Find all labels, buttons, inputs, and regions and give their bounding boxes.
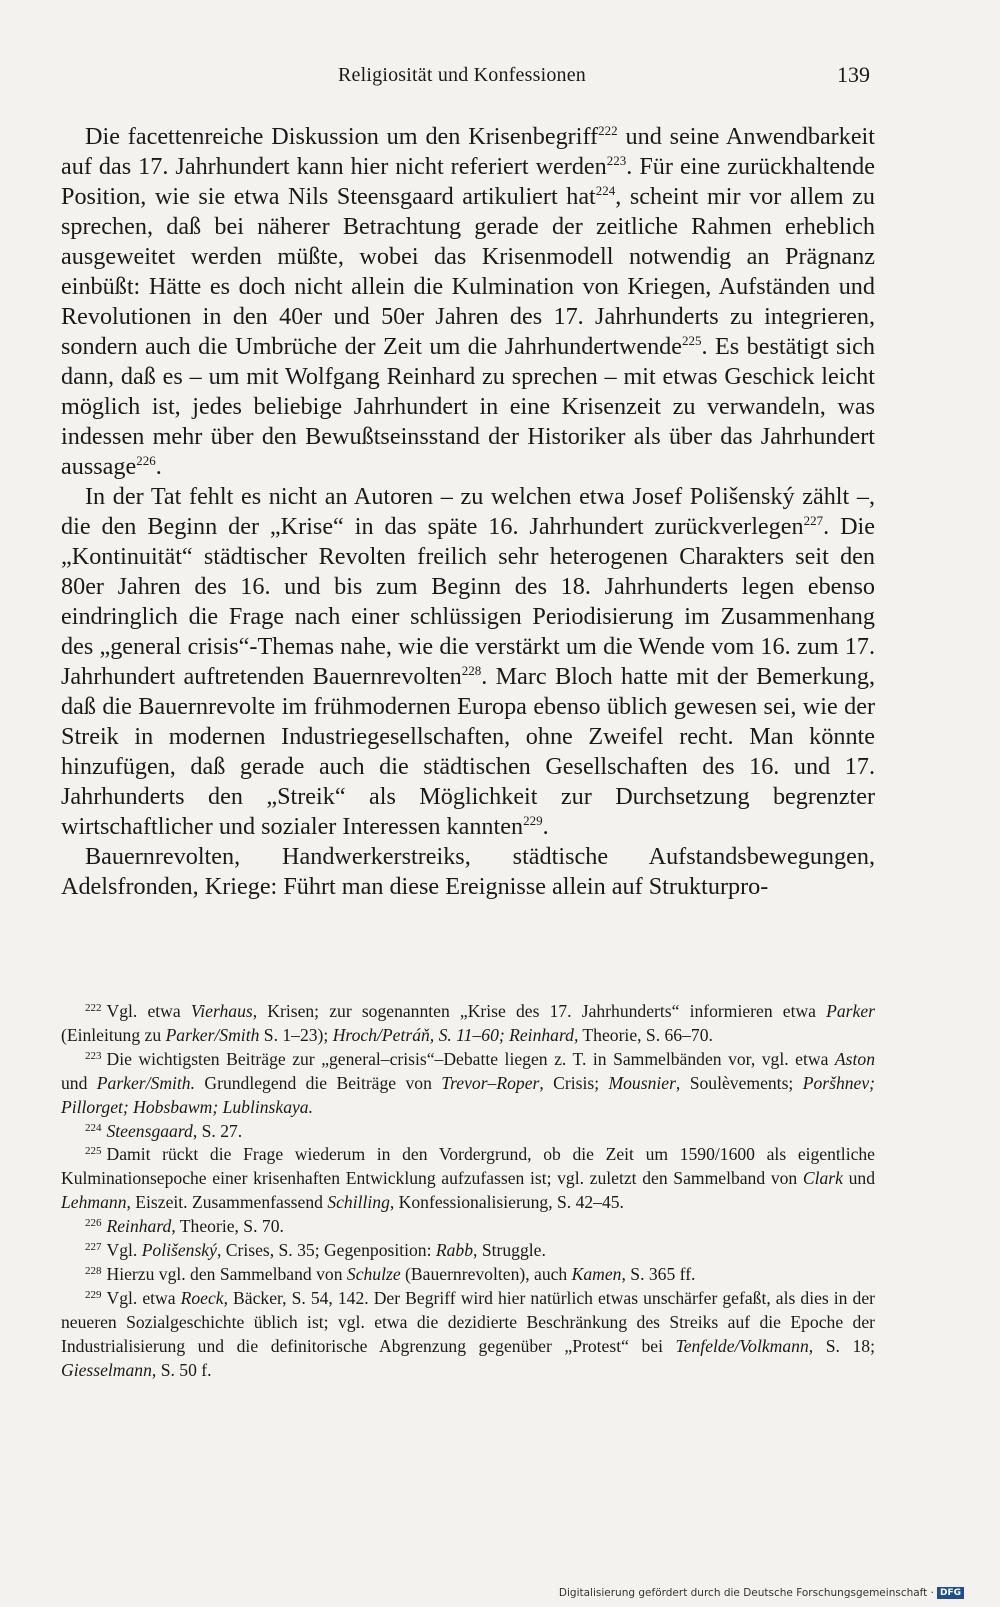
text-run: und (61, 1072, 97, 1093)
footnote-ref[interactable]: 225 (682, 333, 702, 348)
text-run: , scheint mir vor allem zu sprechen, daß bei näherer Betrachtung gerade der zeitliche Rahmen erheblich ausgeweitet werden müßte, wobei das Krisenmodell notwendig an Prägnanz einbüßt: Hätte es doch nicht allein die Kulmination von Kriegen, Aufständen und Revolutionen in den 40er und 50er Jahren des 17. Jahrhunderts zu integrieren, sondern auch die Umbrüche der Zeit um die Jahrhundertwende (61, 183, 875, 360)
text-run: , Konfessionalisierung, S. 42–45. (389, 1192, 624, 1213)
footnotes (61, 1000, 875, 1383)
text-run: , Struggle. (473, 1240, 546, 1261)
text-run: (Bauernrevolten), auch (400, 1263, 572, 1284)
footnote (61, 1143, 875, 1215)
footnote (61, 1120, 875, 1144)
text-run: , Soulèvements; (675, 1072, 803, 1093)
digitization-credit (559, 1587, 964, 1599)
author-name: Poršhnev; Pillorget; Hobsbawm; Lublinskaya. (61, 1072, 876, 1117)
text-run: Grundlegend die Beiträge von (195, 1072, 442, 1093)
footnote-number: 225 (85, 1145, 102, 1158)
footnote-number: 227 (85, 1241, 102, 1254)
text-run: . Für eine zurückhaltende Position, wie sie etwa Nils Steensgaard artikuliert hat (61, 153, 876, 210)
author-name: Reinhard (106, 1216, 172, 1237)
author-name: Clark (802, 1168, 843, 1189)
footnote-ref[interactable]: 224 (595, 183, 616, 198)
text-run: , Crisis; (539, 1072, 609, 1093)
text-run: Die wichtigsten Beiträge zur „general–crisis“–Debatte liegen z. T. in Sammelbänden vor, vgl. etwa (106, 1048, 835, 1069)
text-run: . (542, 813, 549, 840)
author-name: Tenfelde/Volkmann (675, 1335, 809, 1356)
author-name: Schulze (346, 1263, 401, 1284)
text-run: . Marc Bloch hatte mit der Bemerkung, daß die Bauernrevolte im frühmodernen Europa ebenso üblich gewesen sei, wie der Streik in modernen Industriegesellschaften, ohne Zweifel recht. Man könnte hinzufügen, daß gerade auch die städtischen Gesellschaften des 16. und 17. Jahrhunderts den „Streik“ als Möglichkeit zur Durchsetzung begrenzter wirtschaftlicher und sozialer Interessen kannten (61, 663, 875, 840)
footnote (61, 1048, 875, 1120)
footnote (61, 1287, 875, 1383)
text-run: , Theorie, S. 70. (171, 1216, 284, 1237)
author-name: Schilling (327, 1192, 390, 1213)
author-name: Vierhaus (190, 1001, 253, 1021)
author-name: Parker/Smith. (96, 1072, 195, 1093)
text-run: , Krisen; zur sogenannten „Krise des 17. Jahrhunderts“ informieren etwa (252, 1001, 827, 1021)
author-name: Parker (826, 1001, 875, 1021)
text-run: Vgl. (106, 1240, 142, 1261)
text-run: , S. 365 ff. (621, 1263, 696, 1284)
author-name: Kamen (571, 1263, 622, 1284)
footnote (61, 1239, 875, 1263)
author-name: Lehmann (61, 1192, 127, 1213)
author-name: Giesselmann (61, 1359, 152, 1380)
credit-text: Digitalisierung gefördert durch die Deutsche Forschungsgemeinschaft · (558, 1587, 934, 1599)
text-run: . (155, 453, 162, 480)
dfg-logo: DFG (937, 1587, 964, 1599)
footnote-ref[interactable]: 223 (606, 153, 627, 168)
text-run: Damit rückt die Frage wiederum in den Vordergrund, ob die Zeit um 1590/1600 als eigentliche Kulminationsepoche einer krisenhaften Entwicklung aufzufassen ist; vgl. zuletzt den Sammelband von (61, 1144, 875, 1189)
text-run: , Crises, S. 35; Gegenposition: (216, 1240, 436, 1261)
author-name: Rabb (435, 1240, 474, 1261)
paragraph (61, 122, 875, 482)
footnote-ref[interactable]: 226 (136, 453, 156, 468)
author-name: Polišenský (141, 1240, 217, 1261)
author-name: Trevor–Roper (441, 1072, 540, 1093)
text-run: . Die „Kontinuität“ städtischer Revolten freilich sehr heterogenen Charakters seit den 80er Jahren des 16. und bis zum Beginn des 18. Jahrhunderts legen ebenso eindringlich die Frage nach einer schlüssigen Periodisierung im Zusammenhang des „general crisis“-Themas nahe, wie die verstärkt um die Wende vom 16. zum 17. Jahrhundert auftretenden Bauernrevolten (61, 513, 875, 690)
author-name: Roeck (180, 1287, 224, 1308)
text-run: und (842, 1168, 876, 1189)
footnote-number: 222 (85, 1002, 102, 1014)
paragraph: Bauernrevolten, Handwerkerstreiks, städtische Aufstandsbewegungen, Adelsfronden, Kriege: Führt man diese Ereignisse allein auf Strukturpro- (61, 843, 875, 900)
page-number: 139 (837, 62, 870, 87)
footnote-number: 224 (85, 1121, 102, 1134)
footnote-number: 223 (85, 1049, 102, 1062)
footnote-number: 226 (85, 1217, 102, 1230)
paragraph (61, 482, 875, 842)
footnote-ref[interactable]: 228 (461, 663, 482, 678)
text-run: , S. 18; (808, 1335, 875, 1356)
author-name: Parker/Smith (165, 1024, 260, 1045)
footnote-number: 228 (85, 1264, 102, 1277)
footnote (61, 1263, 875, 1287)
text-run: , Eiszeit. Zusammenfassend (126, 1192, 328, 1213)
author-name: Steensgaard (106, 1120, 193, 1141)
author-name: Aston (834, 1048, 875, 1069)
footnote (61, 1000, 875, 1048)
text-run: , S. 27. (192, 1120, 243, 1141)
text-run: , Bäcker, S. 54, 142. Der Begriff wird hier natürlich etwas unschärfer gefaßt, als dies in der neueren Sozialgeschichte üblich ist; vgl. etwa die dezidierte Beschränkung des Streiks auf die Epoche der Industrialisierung und die definitorische Abgrenzung gegenüber „Protest“ bei (61, 1287, 875, 1356)
footnote (61, 1215, 875, 1239)
running-head: Religiosität und Konfessionen (338, 64, 586, 86)
text-run: Theorie, S. 66–70. (578, 1024, 713, 1045)
text-run: Vgl. etwa (106, 1001, 191, 1021)
text-run: , S. 50 f. (151, 1359, 212, 1380)
text-run: und seine Anwendbarkeit auf das 17. Jahrhundert kann hier nicht referiert werden (61, 123, 875, 180)
text-run: Hierzu vgl. den Sammelband von (106, 1263, 347, 1284)
footnote-ref[interactable]: 227 (803, 513, 824, 528)
footnote-number: 229 (85, 1288, 102, 1301)
text-run: Die facettenreiche Diskussion um den Krisenbegriff (85, 123, 599, 150)
author-name: Mousnier (608, 1072, 676, 1093)
author-name: Hroch/Petráň, S. 11–60; Reinhard, (332, 1024, 579, 1045)
text-run: Vgl. etwa (106, 1287, 181, 1308)
text-run: S. 1–23); (259, 1024, 333, 1045)
main-text (61, 122, 875, 902)
footnote-ref[interactable]: 229 (523, 813, 543, 828)
footnote-ref[interactable]: 222 (598, 123, 618, 138)
text-run: In der Tat fehlt es nicht an Autoren – zu welchen etwa Josef Polišenský zählt –, die den Beginn der „Krise“ in das späte 16. Jahrhundert zurückverlegen (61, 483, 875, 540)
text-run: . Es bestätigt sich dann, daß es – um mit Wolfgang Reinhard zu sprechen – mit etwas Geschick leicht möglich ist, jedes beliebige Jahrhundert in eine Krisenzeit zu verwandeln, was indessen mehr über den Bewußtseinsstand der Historiker als über das Jahrhundert aussage (61, 333, 875, 480)
text-run: (Einleitung zu (61, 1024, 166, 1045)
